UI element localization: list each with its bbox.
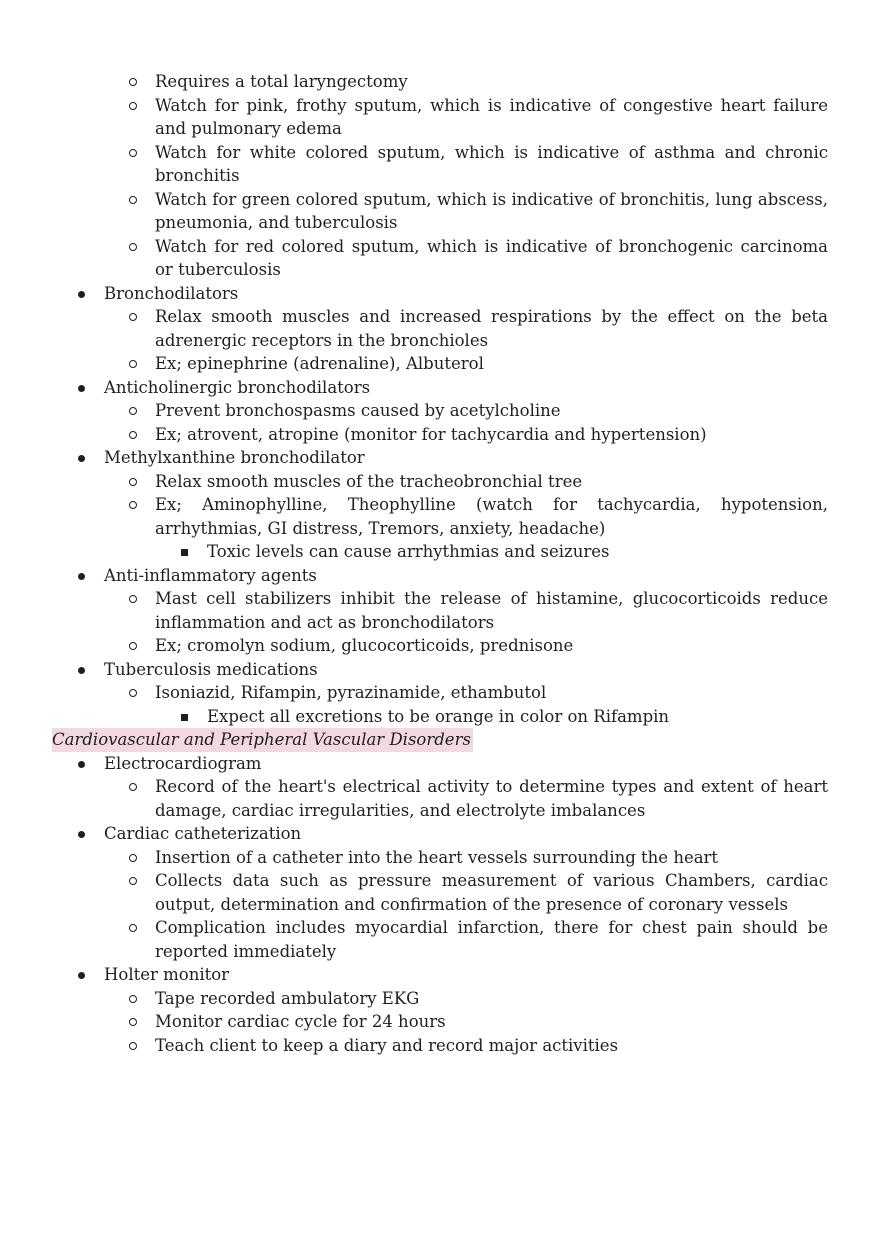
- sub-bullet-item: [52, 681, 828, 705]
- sub-sub-bullet-item: [52, 540, 828, 564]
- item-text: Isoniazid, Rifampin, pyrazinamide, ethambutol: [155, 683, 547, 702]
- sub-bullet-item: [52, 352, 828, 376]
- hollow-bullet-icon: [129, 689, 137, 697]
- sub-bullet-item: [52, 70, 828, 94]
- hollow-bullet-icon: [129, 360, 137, 368]
- hollow-bullet-icon: [129, 854, 137, 862]
- item-text: Cardiac catheterization: [104, 824, 302, 843]
- filled-bullet-icon: [78, 455, 85, 462]
- sub-bullet-item: [52, 1010, 828, 1034]
- sub-bullet-item: [52, 305, 828, 352]
- item-text: Teach client to keep a diary and record major activities: [155, 1035, 619, 1055]
- hollow-bullet-icon: [129, 1018, 137, 1026]
- hollow-bullet-icon: [129, 149, 137, 157]
- item-text: Ex; atrovent, atropine (monitor for tachycardia and hypertension): [155, 424, 707, 444]
- filled-bullet-icon: [78, 291, 85, 298]
- filled-bullet-icon: [78, 573, 85, 580]
- sub-bullet-item: [52, 235, 828, 282]
- item-text: Watch for pink, frothy sputum, which is indicative of congestive heart failure and pulmonary edema: [155, 95, 828, 138]
- item-text: Anticholinergic bronchodilators: [104, 377, 371, 397]
- filled-bullet-icon: [78, 761, 85, 768]
- item-text: Tuberculosis medications: [104, 659, 318, 679]
- sub-bullet-item: [52, 188, 828, 235]
- sub-bullet-item: [52, 94, 828, 141]
- item-text: Watch for red colored sputum, which is indicative of bronchogenic carcinoma or tuberculosis: [155, 236, 828, 279]
- section-heading: Cardiovascular and Peripheral Vascular Disorders: [52, 728, 473, 752]
- hollow-bullet-icon: [129, 243, 137, 251]
- item-text: Record of the heart's electrical activity to determine types and extent of heart damage, cardiac irregularities, and electrolyte imbalances: [155, 777, 828, 820]
- item-text: Anti-inflammatory agents: [104, 565, 317, 585]
- sub-bullet-item: [52, 869, 828, 916]
- sub-bullet-item: [52, 423, 828, 447]
- filled-bullet-icon: [78, 972, 85, 979]
- item-text: Expect all excretions to be orange in color on Rifampin: [207, 706, 670, 726]
- item-text: Methylxanthine bronchodilator: [104, 448, 365, 467]
- sub-bullet-item: [52, 399, 828, 423]
- hollow-bullet-icon: [129, 102, 137, 110]
- hollow-bullet-icon: [129, 595, 137, 603]
- hollow-bullet-icon: [129, 313, 137, 321]
- bullet-item: [52, 376, 828, 400]
- square-bullet-icon: [181, 714, 188, 721]
- filled-bullet-icon: [78, 831, 85, 838]
- filled-bullet-icon: [78, 667, 85, 674]
- item-text: Holter monitor: [104, 965, 230, 984]
- bullet-item: [52, 446, 828, 470]
- sub-bullet-item: [52, 1034, 828, 1058]
- notes-list: [52, 70, 828, 1057]
- item-text: Complication includes myocardial infarction, there for chest pain should be reported immediately: [155, 918, 828, 961]
- item-text: Prevent bronchospasms caused by acetylcholine: [155, 401, 561, 420]
- hollow-bullet-icon: [129, 78, 137, 86]
- sub-bullet-item: [52, 987, 828, 1011]
- item-text: Relax smooth muscles and increased respirations by the effect on the beta adrenergic receptors in the bronchioles: [155, 307, 828, 350]
- sub-bullet-item: [52, 634, 828, 658]
- hollow-bullet-icon: [129, 783, 137, 791]
- item-text: Relax smooth muscles of the tracheobronchial tree: [155, 471, 583, 491]
- hollow-bullet-icon: [129, 196, 137, 204]
- item-text: Insertion of a catheter into the heart vessels surrounding the heart: [155, 847, 719, 867]
- item-text: Ex; cromolyn sodium, glucocorticoids, prednisone: [155, 636, 574, 655]
- bullet-item: [52, 564, 828, 588]
- item-text: Collects data such as pressure measurement of various Chambers, cardiac output, determination and confirmation of the presence of coronary vessels: [155, 871, 828, 914]
- sub-bullet-item: [52, 470, 828, 494]
- sub-bullet-item: [52, 916, 828, 963]
- hollow-bullet-icon: [129, 642, 137, 650]
- square-bullet-icon: [181, 549, 188, 556]
- item-text: Monitor cardiac cycle for 24 hours: [155, 1012, 446, 1031]
- item-text: Electrocardiogram: [104, 753, 262, 773]
- hollow-bullet-icon: [129, 1042, 137, 1050]
- hollow-bullet-icon: [129, 924, 137, 932]
- bullet-item: [52, 658, 828, 682]
- hollow-bullet-icon: [129, 407, 137, 415]
- sub-bullet-item: [52, 493, 828, 540]
- bullet-item: [52, 752, 828, 776]
- item-text: Bronchodilators: [104, 283, 239, 303]
- item-text: Watch for green colored sputum, which is indicative of bronchitis, lung abscess, pneumonia, and tuberculosis: [155, 189, 828, 232]
- sub-sub-bullet-item: [52, 705, 828, 729]
- item-text: Watch for white colored sputum, which is indicative of asthma and chronic bronchitis: [155, 142, 828, 185]
- hollow-bullet-icon: [129, 478, 137, 486]
- bullet-item: [52, 822, 828, 846]
- item-text: Ex; epinephrine (adrenaline), Albuterol: [155, 354, 484, 373]
- bullet-item: [52, 282, 828, 306]
- hollow-bullet-icon: [129, 431, 137, 439]
- item-text: Requires a total laryngectomy: [155, 72, 408, 91]
- item-text: Tape recorded ambulatory EKG: [155, 988, 420, 1008]
- hollow-bullet-icon: [129, 877, 137, 885]
- hollow-bullet-icon: [129, 995, 137, 1003]
- item-text: Toxic levels can cause arrhythmias and seizures: [207, 542, 610, 561]
- sub-bullet-item: [52, 141, 828, 188]
- filled-bullet-icon: [78, 385, 85, 392]
- hollow-bullet-icon: [129, 501, 137, 509]
- item-text: Ex; Aminophylline, Theophylline (watch for tachycardia, hypotension, arrhythmias, GI distress, Tremors, anxiety, headache): [155, 495, 828, 538]
- bullet-item: [52, 963, 828, 987]
- sub-bullet-item: [52, 587, 828, 634]
- item-text: Mast cell stabilizers inhibit the release of histamine, glucocorticoids reduce inflammation and act as bronchodilators: [155, 589, 828, 632]
- sub-bullet-item: [52, 846, 828, 870]
- sub-bullet-item: [52, 775, 828, 822]
